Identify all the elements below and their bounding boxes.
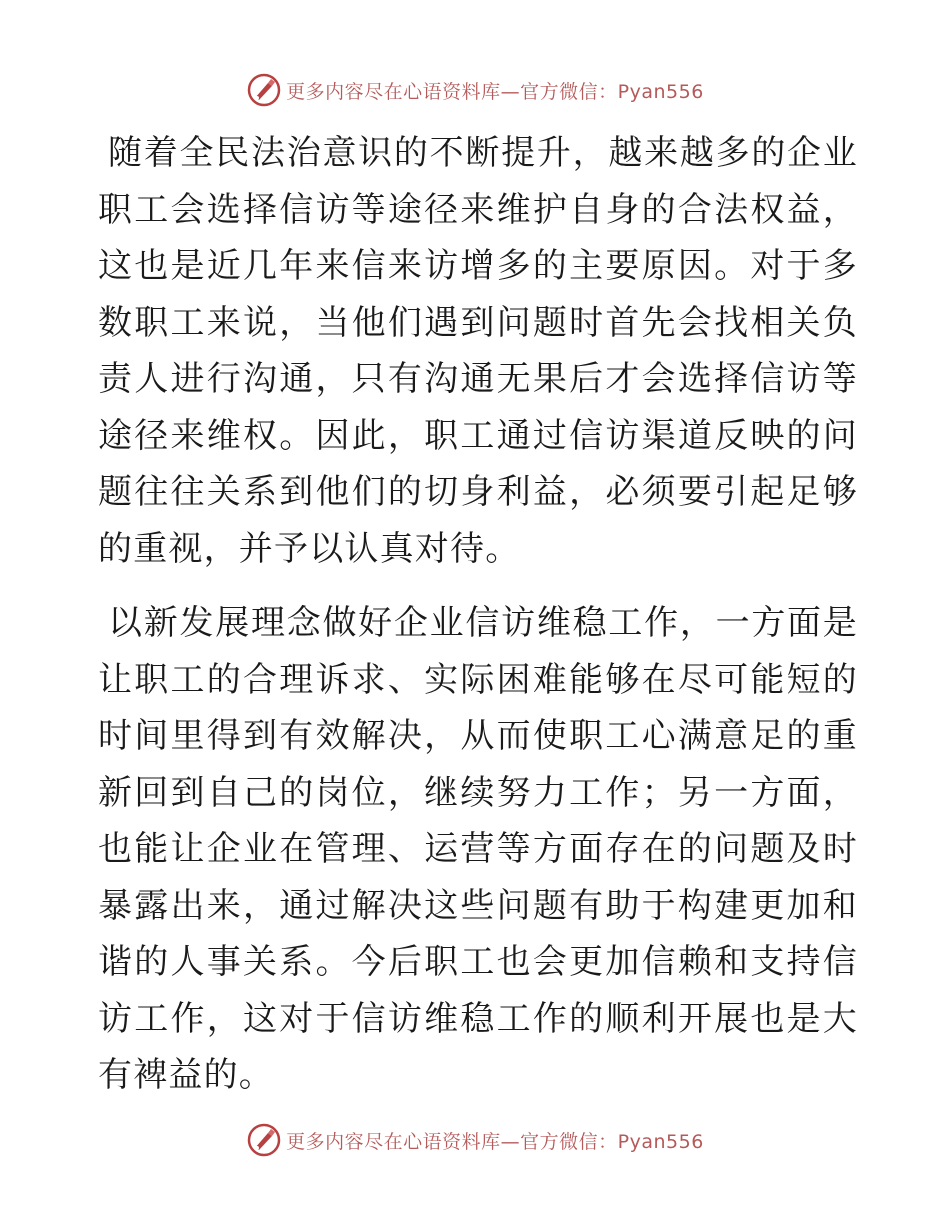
banner-wechat: 官方微信：Pyan556 [520, 1130, 704, 1153]
banner-wechat: 官方微信：Pyan556 [520, 80, 704, 103]
header-banner [0, 70, 950, 110]
banner-site-name: 更多内容尽在心语资料库 [286, 80, 501, 103]
pen-logo-icon [246, 72, 282, 108]
paragraph: 以新发展理念做好企业信访维稳工作，一方面是让职工的合理诉求、实际困难能够在尽可能短的时间里得到有效解决，从而使职工心满意足的重新回到自己的岗位，继续努力工作；另一方面，也能让企业在管理、运营等方面存在的问题及时暴露出来，通过解决这些问题有助于构建更加和谐的人事关系。今后职工也会更加信赖和支持信访工作，这对于信访维稳工作的顺利开展也是大有裨益的。 [98, 603, 858, 1095]
banner-text [286, 1127, 704, 1154]
pen-logo-icon [246, 1122, 282, 1158]
banner-separator: — [500, 80, 521, 103]
banner-site-name: 更多内容尽在心语资料库 [286, 1130, 501, 1153]
document-body [98, 125, 858, 1122]
banner-text [286, 77, 704, 104]
paragraph: 随着全民法治意识的不断提升，越来越多的企业职工会选择信访等途径来维护自身的合法权益，这也是近几年来信来访增多的主要原因。对于多数职工来说，当他们遇到问题时首先会找相关负责人进行沟通，只有沟通无果后才会选择信访等途径来维权。因此，职工通过信访渠道反映的问题往往关系到他们的切身利益，必须要引起足够的重视，并予以认真对待。 [98, 133, 858, 569]
banner-separator: — [500, 1130, 521, 1153]
footer-banner [0, 1120, 950, 1160]
